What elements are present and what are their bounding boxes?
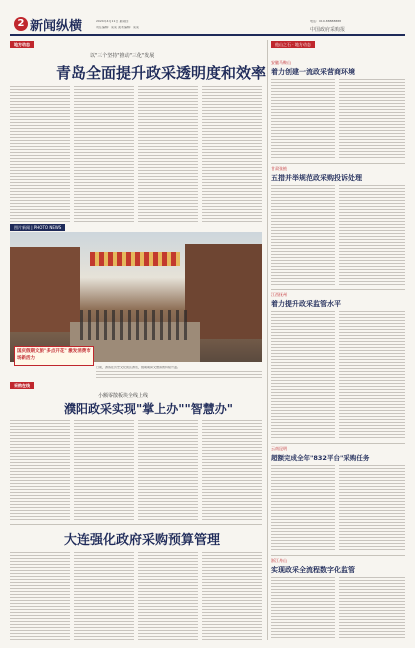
top-story-tag: 地方动态 bbox=[10, 41, 34, 48]
right-item-5-body-a bbox=[271, 577, 335, 640]
middle-story-headline: 濮阳政采实现"掌上办""智慧办" bbox=[64, 402, 234, 416]
right-divider-1 bbox=[271, 163, 405, 164]
right-item-5-headline: 实现政采全流程数字化监管 bbox=[271, 566, 355, 574]
page-number-icon: 2 bbox=[14, 17, 28, 31]
photo-crowd bbox=[80, 310, 190, 340]
top-story-col-4 bbox=[202, 86, 262, 222]
bottom-story-col-1 bbox=[10, 552, 70, 640]
right-divider-4 bbox=[271, 555, 405, 556]
masthead-meta-right: 电话：010-88888888 bbox=[310, 20, 342, 23]
right-item-4-body-a bbox=[271, 465, 335, 551]
bottom-story-col-2 bbox=[74, 552, 134, 640]
right-item-2-body-b bbox=[339, 185, 405, 285]
photo-caption-box bbox=[14, 346, 94, 366]
right-divider-2 bbox=[271, 289, 405, 290]
top-story-col-2 bbox=[74, 86, 134, 222]
photo-caption-note: 日前，游客在历史文化街区游览，假期期间文旅消费持续升温。 bbox=[96, 366, 181, 369]
right-item-5-body-b bbox=[339, 577, 405, 640]
masthead-meta-1: 2024年4月11日 星期四 bbox=[96, 20, 129, 23]
right-item-3-kicker: 江西抚州 bbox=[271, 292, 287, 297]
right-item-5-kicker: 浙江舟山 bbox=[271, 558, 287, 563]
right-item-2-body-a bbox=[271, 185, 335, 285]
right-item-2-kicker: 甘肃张掖 bbox=[271, 166, 287, 171]
photo-caption-lines bbox=[96, 371, 262, 378]
bottom-story-col-3 bbox=[138, 552, 198, 640]
masthead bbox=[0, 0, 415, 40]
masthead-meta-2: 责任编辑：某某 美术编辑：某某 bbox=[96, 26, 139, 29]
right-item-3-body-a bbox=[271, 311, 335, 439]
right-item-1-headline: 着力创建一流政采营商环境 bbox=[271, 68, 355, 76]
right-item-3-body-b bbox=[339, 311, 405, 439]
right-divider-3 bbox=[271, 443, 405, 444]
bottom-story-headline: 大连强化政府采购预算管理 bbox=[64, 533, 221, 548]
right-item-1-body-b bbox=[339, 79, 405, 159]
column-separator bbox=[267, 40, 268, 640]
bottom-story-col-4 bbox=[202, 552, 262, 640]
middle-story-kicker: 小额零散板块全线上线 bbox=[98, 393, 149, 399]
top-story-col-1 bbox=[10, 86, 70, 222]
photo-label: 图片新闻 | PHOTO NEWS bbox=[10, 224, 65, 231]
right-item-3-headline: 着力提升政采监管水平 bbox=[271, 300, 341, 308]
middle-story-tag: 采购在线 bbox=[10, 382, 34, 389]
right-item-4-headline: 超额完成全年"832平台"采购任务 bbox=[271, 454, 370, 462]
middle-story-col-2 bbox=[74, 420, 134, 520]
paper-name: 中国政府采购报 bbox=[310, 27, 346, 33]
bottom-divider bbox=[10, 524, 262, 525]
right-item-1-kicker: 安徽马鞍山 bbox=[271, 60, 291, 65]
right-item-4-kicker: 云南昆明 bbox=[271, 446, 287, 451]
right-item-1-body-a bbox=[271, 79, 335, 159]
section-title: 新闻纵横 bbox=[30, 19, 83, 34]
photo-building-left bbox=[10, 247, 80, 332]
photo-banners bbox=[90, 252, 180, 266]
top-story-col-3 bbox=[138, 86, 198, 222]
middle-story-col-3 bbox=[138, 420, 198, 520]
top-story-kicker: 以"三个坚持"推动"三化"发展 bbox=[90, 53, 155, 59]
right-item-2-headline: 五措并举规范政采购投诉处理 bbox=[271, 174, 362, 182]
middle-story-col-1 bbox=[10, 420, 70, 520]
top-story-headline: 青岛全面提升政采透明度和效率 bbox=[56, 64, 267, 82]
photo-caption-title: 国庆假期文旅"多点开花" 激发消费市场新活力 bbox=[17, 349, 91, 361]
middle-story-col-4 bbox=[202, 420, 262, 520]
masthead-rule bbox=[10, 34, 405, 36]
right-item-4-body-b bbox=[339, 465, 405, 551]
right-col-tag: 他山之石 · 地方动态 bbox=[271, 41, 315, 48]
news-photo bbox=[10, 232, 262, 362]
